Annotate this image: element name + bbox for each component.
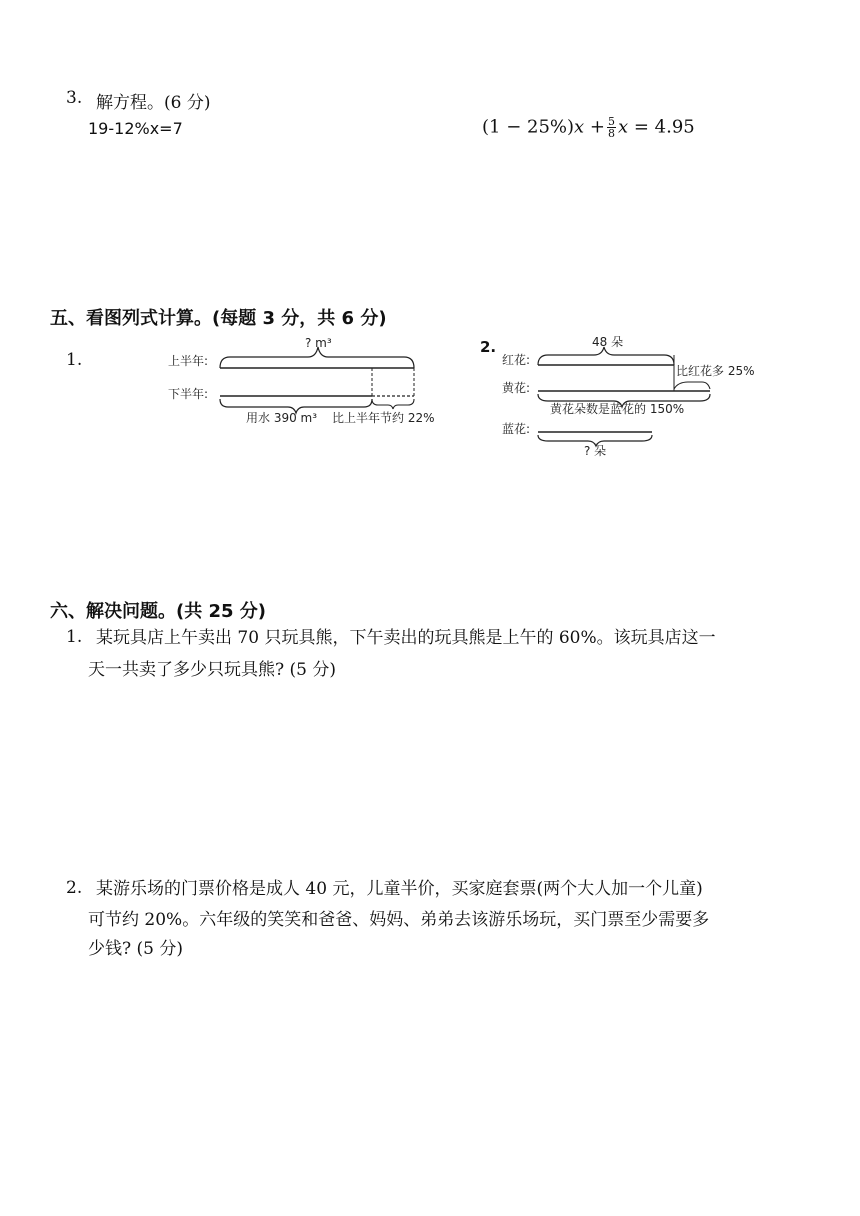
top-brace-label: ? m³ [305, 336, 332, 350]
problem-1-line-1: 某玩具店上午卖出 70 只玩具熊，下午卖出的玩具熊是上午的 60%。该玩具店这一 [96, 628, 716, 648]
problem-2-line-1: 某游乐场的门票价格是成人 40 元，儿童半价，买家庭套票(两个大人加一个儿童) [96, 879, 703, 899]
fraction-numerator: 5 [608, 115, 615, 128]
ratio-label: 黄花朵数是蓝花的 150% [550, 402, 685, 416]
saving-label: 比上半年节约 22% [332, 411, 435, 425]
more-than-red-label: 比红花多 25% [676, 364, 755, 378]
problem-2-line-3: 少钱? (5 分) [88, 939, 184, 959]
fraction-five-eighths [607, 116, 616, 139]
diagram-1-water-usage [160, 333, 460, 433]
fraction-denominator: 8 [608, 127, 615, 140]
equation-2-suffix: 𝑥 = 4.95 [618, 116, 695, 138]
equation-2 [482, 116, 695, 139]
red-count-brace [538, 347, 674, 365]
equation-2-prefix: (1 − 25%)𝑥 + [482, 116, 605, 138]
row-label-second-half: 下半年: [168, 387, 209, 401]
section-5-title: 五、看图列式计算。(每题 3 分，共 6 分) [50, 308, 387, 329]
problem-2-number: 2. [66, 878, 83, 898]
diagram-2-flowers [498, 333, 778, 457]
diagram-1-number: 1. [66, 350, 83, 370]
extra-brace [674, 382, 710, 389]
red-count-label: 48 朵 [592, 335, 624, 349]
problem-1-line-2: 天一共卖了多少只玩具熊? (5 分) [88, 660, 337, 680]
question-3-number: 3. [66, 88, 83, 108]
row-label-red-flowers: 红花: [502, 353, 531, 367]
usage-label: 用水 390 m³ [246, 411, 318, 425]
top-brace [220, 347, 414, 368]
problem-2-line-2: 可节约 20%。六年级的笑笑和爸爸、妈妈、弟弟去该游乐场玩，买门票至少需要多 [88, 910, 710, 930]
row-label-first-half: 上半年: [168, 354, 209, 368]
question-3-title: 解方程。(6 分) [96, 93, 211, 113]
row-label-blue-flowers: 蓝花: [502, 422, 531, 436]
unknown-count-label: ? 朵 [584, 444, 607, 457]
equation-1: 19-12%x=7 [88, 119, 183, 138]
problem-1-number: 1. [66, 627, 83, 647]
row-label-yellow-flowers: 黄花: [502, 381, 531, 395]
saving-brace [372, 399, 414, 409]
section-6-title: 六、解决问题。(共 25 分) [50, 601, 267, 622]
diagram-2-number: 2. [480, 338, 497, 356]
